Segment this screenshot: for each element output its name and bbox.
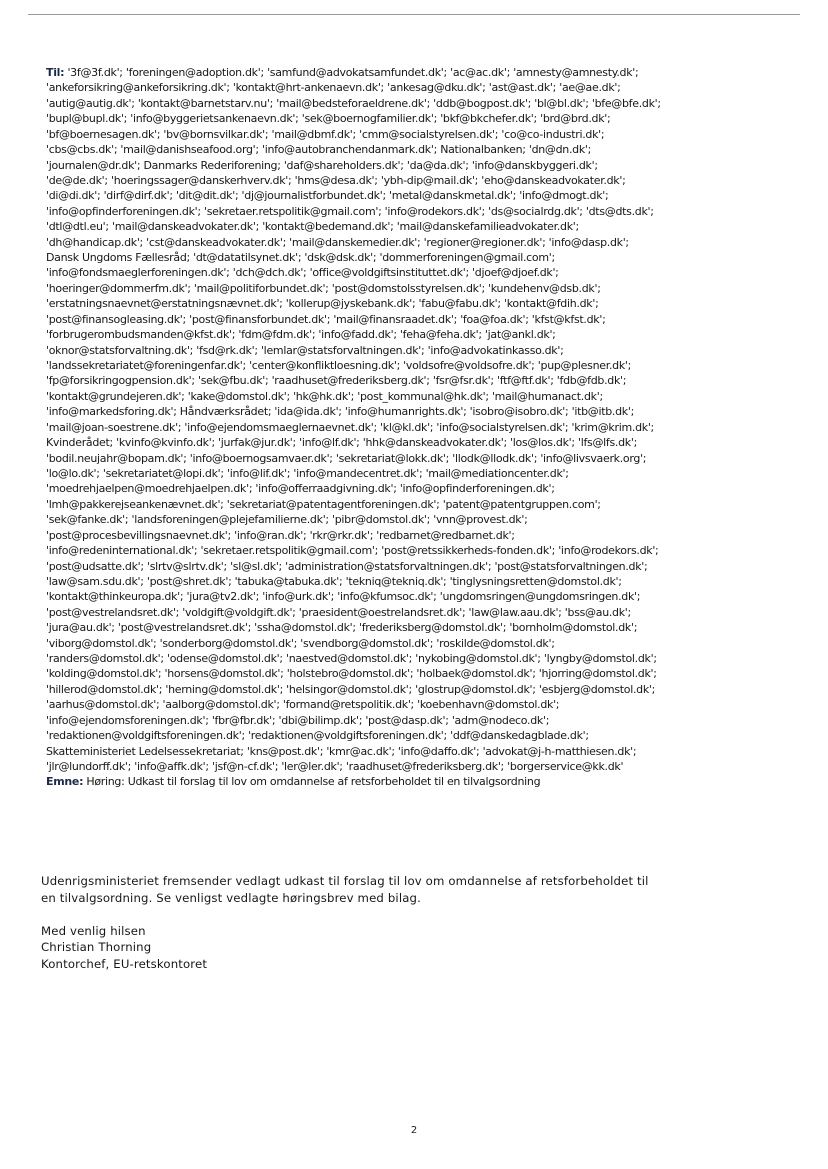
recipient-line — [46, 235, 762, 250]
recipient-line — [46, 173, 762, 188]
recipient-text: 'journalen@dr.dk'; Danmarks Rederiforening; 'daf@shareholders.dk'; 'da@da.dk'; 'info@danskbyggeri.dk'; — [46, 158, 598, 172]
recipient-text: 'post@finansogleasing.dk'; 'post@finansforbundet.dk'; 'mail@finansraadet.dk'; 'foa@foa.dk'; 'kfst@kfst.dk'; — [46, 312, 606, 326]
recipient-line — [46, 559, 762, 574]
recipient-line — [46, 620, 762, 635]
recipient-text: Skatteministeriet Ledelsessekretariat; 'kns@post.dk'; 'kmr@ac.dk'; 'info@daffo.dk'; 'advokat@j-h-matthiesen.dk'; — [46, 744, 637, 758]
recipient-text: 'info@opfinderforeningen.dk'; 'sekretaer.retspolitik@gmail.com'; 'info@rodekors.dk'; 'ds@socialrdg.dk'; 'dts@dts.dk'; — [46, 204, 654, 218]
recipient-line — [46, 528, 762, 543]
recipient-text: 'hoeringer@dommerfm.dk'; 'mail@politiforbundet.dk'; 'post@domstolsstyrelsen.dk'; 'kundehenv@dsb.dk'; — [46, 281, 601, 295]
recipient-line — [46, 111, 762, 126]
recipient-line — [46, 666, 762, 681]
recipient-text: 'info@ejendomsforeningen.dk'; 'fbr@fbr.dk'; 'dbi@bilimp.dk'; 'post@dasp.dk'; 'adm@nodeco.dk'; — [46, 713, 550, 727]
recipient-text: 'autig@autig.dk'; 'kontakt@barnetstarv.nu'; 'mail@bedsteforaeldrene.dk'; 'ddb@bogpost.dk'; 'bl@bl.dk'; 'bfe@bfe.dk'; — [46, 96, 661, 110]
recipient-line — [46, 188, 762, 203]
recipient-text: 'ankeforsikring@ankeforsikring.dk'; 'kontakt@hrt-ankenaevn.dk'; 'ankesag@dku.dk'; 'ast@ast.dk'; 'ae@ae.dk'; — [46, 81, 621, 95]
recipient-text: Kvinderådet; 'kvinfo@kvinfo.dk'; 'jurfak@jur.dk'; 'info@lf.dk'; 'hhk@danskeadvokater.dk'; 'los@los.dk'; 'lfs@lfs.dk'; — [46, 436, 638, 450]
closing-greeting: Med venlig hilsen — [41, 923, 146, 938]
recipient-text: 'dh@handicap.dk'; 'cst@danskeadvokater.dk'; 'mail@danskemedier.dk'; 'regioner@regioner.dk'; 'info@dasp.dk'; — [46, 235, 629, 249]
recipient-line — [46, 512, 762, 527]
recipient-line — [46, 605, 762, 620]
recipient-line — [46, 343, 762, 358]
recipient-text: 'mail@joan-soestrene.dk'; 'info@ejendomsmaeglernaevnet.dk'; 'kl@kl.dk'; 'info@socialstyrelsen.dk'; 'krim@krim.dk'; — [46, 420, 654, 434]
message-body — [41, 873, 781, 973]
subject-line — [46, 774, 762, 789]
recipient-line — [46, 589, 762, 604]
recipient-text: Dansk Ungdoms Fællesråd; 'dt@datatilsynet.dk'; 'dsk@dsk.dk'; 'dommerforeningen@gmail.com'; — [46, 251, 555, 265]
recipient-text: 'bodil.neujahr@bopam.dk'; 'info@boernogsamvaer.dk'; 'sekretariat@lokk.dk'; 'llodk@llodk.dk'; 'info@livsvaerk.org'; — [46, 451, 647, 465]
body-paragraph-line: Udenrigsministeriet fremsender vedlagt udkast til forslag til lov om omdannelse af retsforbeholdet til — [41, 874, 649, 888]
recipient-text: 'randers@domstol.dk'; 'odense@domstol.dk'; 'naestved@domstol.dk'; 'nykobing@domstol.dk'; 'lyngby@domstol.dk'; — [46, 652, 657, 666]
recipient-text: 'kontakt@thinkeuropa.dk'; 'jura@tv2.dk'; 'info@urk.dk'; 'info@kfumsoc.dk'; 'ungdomsringen@ungdomsringen.dk'; — [46, 590, 641, 604]
recipient-line — [46, 759, 762, 774]
paragraph-spacer — [41, 906, 781, 923]
recipient-line — [46, 744, 762, 759]
recipient-line — [46, 713, 762, 728]
recipient-text: 'kolding@domstol.dk'; 'horsens@domstol.dk'; 'holstebro@domstol.dk'; 'holbaek@domstol.dk'; 'hjorring@domstol.dk'; — [46, 667, 657, 681]
recipient-text: 'moedrehjaelpen@moedrehjaelpen.dk'; 'info@offerraadgivning.dk'; 'info@opfinderforeningen.dk'; — [46, 482, 555, 496]
recipient-line — [46, 142, 762, 157]
recipient-line — [46, 404, 762, 419]
recipient-text: 'post@vestrelandsret.dk'; 'voldgift@voldgift.dk'; 'praesident@oestrelandsret.dk'; 'law@law.aau.dk'; 'bss@au.dk'; — [46, 605, 631, 619]
recipient-line — [46, 466, 762, 481]
recipient-text: 'cbs@cbs.dk'; 'mail@danishseafood.org'; 'info@autobranchendanmark.dk'; Nationalbanken; 'dn@dn.dk'; — [46, 143, 592, 157]
recipient-text: 'de@de.dk'; 'hoeringssager@danskerhverv.dk'; 'hms@desa.dk'; 'ybh-dip@mail.dk'; 'eho@danskeadvokater.dk'; — [46, 173, 626, 187]
recipient-text: 'law@sam.sdu.dk'; 'post@shret.dk'; 'tabuka@tabuka.dk'; 'tekniq@tekniq.dk'; 'tinglysningsretten@domstol.dk'; — [46, 574, 622, 588]
subject-text: Høring: Udkast til forslag til lov om omdannelse af retsforbeholdet til en tilvalgsordning — [86, 775, 541, 789]
recipient-line — [46, 65, 762, 80]
recipient-line — [46, 296, 762, 311]
recipient-text: '3f@3f.dk'; 'foreningen@adoption.dk'; 'samfund@advokatsamfundet.dk'; 'ac@ac.dk'; 'amnesty@amnesty.dk'; — [67, 66, 639, 79]
recipient-text: 'erstatningsnaevnet@erstatningsnævnet.dk'; 'kollerup@jyskebank.dk'; 'fabu@fabu.dk'; 'kontakt@fdih.dk'; — [46, 297, 599, 311]
recipient-text: 'info@redeninternational.dk'; 'sekretaer.retspolitik@gmail.com'; 'post@retssikkerheds-fonden.dk'; 'info@rodekors.dk'; — [46, 544, 659, 558]
recipient-text: 'lmh@pakkerejseankenævnet.dk'; 'sekretariat@patentagentforeningen.dk'; 'patent@patentgruppen.com'; — [46, 497, 601, 511]
recipient-text: 'jura@au.dk'; 'post@vestrelandsret.dk'; 'ssha@domstol.dk'; 'frederiksberg@domstol.dk'; 'bornholm@domstol.dk'; — [46, 621, 638, 635]
recipient-text: 'bf@boernesagen.dk'; 'bv@bornsvilkar.dk'; 'mail@dbmf.dk'; 'cmm@socialstyrelsen.dk'; 'co@co-industri.dk'; — [46, 127, 605, 141]
recipient-line — [46, 574, 762, 589]
recipient-line — [46, 158, 762, 173]
recipient-line — [46, 451, 762, 466]
recipient-text: 'post@procesbevillingsnaevnet.dk'; 'info@ran.dk'; 'rkr@rkr.dk'; 'redbarnet@redbarnet.dk'; — [46, 528, 515, 542]
recipient-line — [46, 312, 762, 327]
recipient-line — [46, 481, 762, 496]
recipient-line — [46, 543, 762, 558]
email-header — [46, 65, 762, 790]
recipient-text: 'fp@forsikringogpension.dk'; 'sek@fbu.dk'; 'raadhuset@frederiksberg.dk'; 'fsr@fsr.dk'; 'ftf@ftf.dk'; 'fdb@fdb.dk'; — [46, 374, 627, 388]
recipient-text: 'di@di.dk'; 'dirf@dirf.dk'; 'dit@dit.dk'; 'dj@journalistforbundet.dk'; 'metal@danskmetal.dk'; 'info@dmogt.dk'; — [46, 189, 609, 203]
recipient-line — [46, 281, 762, 296]
sender-title: Kontorchef, EU-retskontoret — [41, 956, 208, 971]
recipient-text: 'hillerod@domstol.dk'; 'herning@domstol.dk'; 'helsingor@domstol.dk'; 'glostrup@domstol.dk'; 'esbjerg@domstol.dk'; — [46, 682, 656, 696]
recipient-line — [46, 636, 762, 651]
recipient-text: 'sek@fanke.dk'; 'landsforeningen@plejefamilierne.dk'; 'pibr@domstol.dk'; 'vnn@provest.dk'; — [46, 513, 528, 527]
recipient-line — [46, 204, 762, 219]
recipient-line — [46, 127, 762, 142]
recipient-text: 'viborg@domstol.dk'; 'sonderborg@domstol.dk'; 'svendborg@domstol.dk'; 'roskilde@domstol.dk'; — [46, 636, 555, 650]
recipient-text: 'aarhus@domstol.dk'; 'aalborg@domstol.dk'; 'formand@retspolitik.dk'; 'koebenhavn@domstol.dk'; — [46, 698, 560, 712]
recipient-text: 'post@udsatte.dk'; 'slrtv@slrtv.dk'; 'sl@sl.dk'; 'administration@statsforvaltningen.dk'; 'post@statsforvaltningen.dk'; — [46, 559, 648, 573]
recipient-line — [46, 497, 762, 512]
recipient-line — [46, 358, 762, 373]
recipient-line — [46, 80, 762, 95]
recipient-line — [46, 728, 762, 743]
top-divider — [28, 14, 800, 15]
recipient-text: 'info@markedsforing.dk'; Håndværksrådet; 'ida@ida.dk'; 'info@humanrights.dk'; 'isobro@isobro.dk'; 'itb@itb.dk'; — [46, 405, 635, 419]
recipient-text: 'forbrugerombudsmanden@kfst.dk'; 'fdm@fdm.dk'; 'info@fadd.dk'; 'feha@feha.dk'; 'jat@ankl.dk'; — [46, 328, 556, 342]
recipient-line — [46, 389, 762, 404]
recipient-text: 'info@fondsmaeglerforeningen.dk'; 'dch@dch.dk'; 'office@voldgiftsinstituttet.dk'; 'djoef@djoef.dk'; — [46, 266, 559, 280]
recipient-line — [46, 327, 762, 342]
recipient-text: 'jlr@lundorff.dk'; 'info@affk.dk'; 'jsf@n-cf.dk'; 'ler@ler.dk'; 'raadhuset@frederiksberg.dk'; 'borgerservice@kk.dk' — [46, 759, 624, 773]
subject-label: Emne: — [46, 775, 84, 789]
recipient-line — [46, 96, 762, 111]
recipient-list — [46, 65, 762, 774]
recipient-text: 'lo@lo.dk'; 'sekretariatet@lopi.dk'; 'info@lif.dk'; 'info@mandecentret.dk'; 'mail@mediationcenter.dk'; — [46, 466, 569, 480]
to-label: Til: — [46, 66, 65, 79]
recipient-text: 'redaktionen@voldgiftsforeningen.dk'; 'redaktionen@voldgiftsforeningen.dk'; 'ddf@danskedagblade.dk'; — [46, 729, 589, 743]
recipient-line — [46, 697, 762, 712]
body-paragraph-line: en tilvalgsordning. Se venligst vedlagte høringsbrev med bilag. — [41, 890, 421, 905]
recipient-line — [46, 373, 762, 388]
recipient-line — [46, 420, 762, 435]
recipient-line — [46, 435, 762, 450]
recipient-line — [46, 682, 762, 697]
recipient-text: 'oknor@statsforvaltning.dk'; 'fsd@rk.dk'; 'lemlar@statsforvaltningen.dk'; 'info@advokatinkasso.dk'; — [46, 343, 564, 357]
recipient-text: 'landssekretariatet@foreningenfar.dk'; 'center@konfliktloesning.dk'; 'voldsofre@voldsofre.dk'; 'pup@plesner.dk'; — [46, 359, 632, 373]
recipient-line — [46, 219, 762, 234]
recipient-text: 'kontakt@grundejeren.dk'; 'kake@domstol.dk'; 'hk@hk.dk'; 'post_kommunal@hk.dk'; 'mail@humanact.dk'; — [46, 389, 603, 403]
recipient-text: 'bupl@bupl.dk'; 'info@byggerietsankenaevn.dk'; 'sek@boernogfamilier.dk'; 'bkf@bkchefer.dk'; 'brd@brd.dk'; — [46, 112, 611, 126]
sender-name: Christian Thorning — [41, 940, 152, 955]
recipient-line — [46, 250, 762, 265]
page-number: 2 — [410, 1125, 418, 1136]
recipient-line — [46, 651, 762, 666]
recipient-text: 'dtl@dtl.eu'; 'mail@danskeadvokater.dk'; 'kontakt@bedemand.dk'; 'mail@danskefamilieadvokater.dk'; — [46, 220, 579, 234]
recipient-line — [46, 265, 762, 280]
